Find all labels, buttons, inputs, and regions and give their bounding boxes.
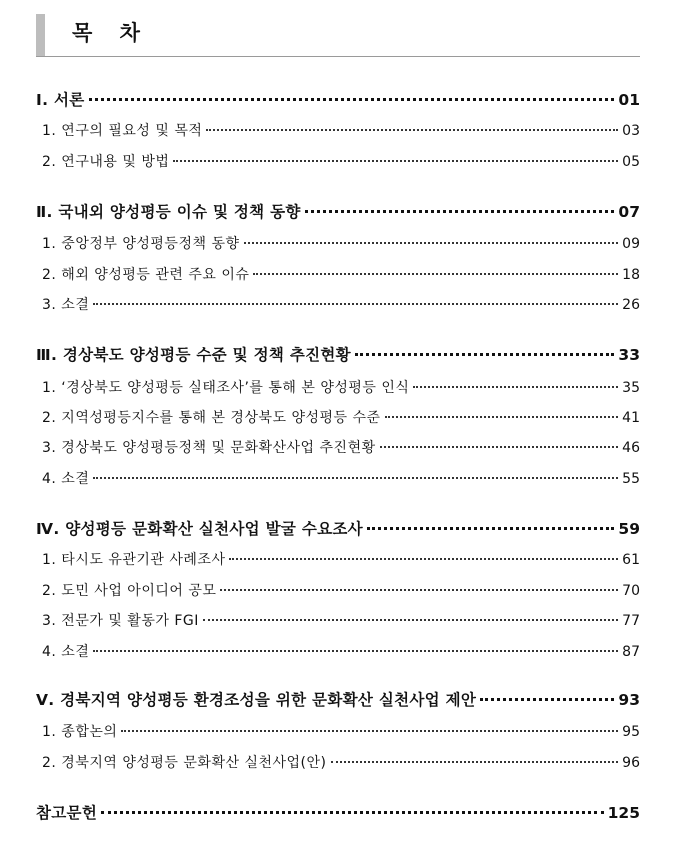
dot-leader: [220, 588, 618, 591]
toc-section-row: [36, 151, 640, 171]
toc-page-number: 61: [622, 552, 640, 568]
toc-page-number: 35: [622, 380, 640, 396]
toc-entry-label: 3. 소결: [42, 297, 90, 313]
dot-leader: [93, 649, 618, 652]
dot-leader: [229, 557, 618, 560]
toc-page-number: 18: [622, 267, 640, 283]
toc-section-row: [36, 641, 640, 661]
toc-page-number: 41: [622, 410, 640, 426]
toc-page-number: 93: [618, 691, 640, 709]
toc-page-number: 09: [622, 236, 640, 252]
toc-section-row: [36, 580, 640, 600]
dot-leader: [101, 810, 604, 814]
header-accent-bar: [36, 14, 45, 56]
toc-page-number: 70: [622, 583, 640, 599]
dot-leader: [203, 618, 618, 621]
page-title: 목 차: [72, 21, 150, 45]
toc-entry-label: 4. 소결: [42, 471, 90, 487]
toc-entry-label: 1. ‘경상북도 양성평등 실태조사’를 통해 본 양성평등 인식: [42, 380, 410, 396]
dot-leader: [380, 445, 619, 448]
dot-leader: [93, 302, 618, 305]
toc-page-number: 26: [622, 297, 640, 313]
toc-entry-label: 4. 소결: [42, 644, 90, 660]
toc-chapter-row: [36, 517, 640, 539]
toc-page-number: 125: [607, 804, 640, 822]
toc-section-row: [36, 437, 640, 457]
toc-page-number: 33: [618, 346, 640, 364]
toc-section-row: [36, 610, 640, 630]
toc-section-row: [36, 233, 640, 253]
toc-entry-label: Ⅲ. 경상북도 양성평등 수준 및 정책 추진현황: [36, 346, 351, 364]
dot-leader: [244, 241, 619, 244]
toc-chapter-row: [36, 200, 640, 222]
toc-page-number: 95: [622, 724, 640, 740]
dot-leader: [355, 352, 614, 356]
toc-header: [36, 14, 640, 57]
dot-leader: [305, 209, 615, 213]
toc-chapter-row: [36, 88, 640, 110]
toc-entry-label: 1. 종합논의: [42, 724, 118, 740]
dot-leader: [480, 697, 614, 701]
toc-chapter-row: [36, 801, 640, 823]
toc-entry-label: 3. 전문가 및 활동가 FGI: [42, 613, 199, 629]
toc-entry-label: Ⅴ. 경북지역 양성평등 환경조성을 위한 문화확산 실천사업 제안: [36, 691, 477, 709]
toc-chapter-row: [36, 688, 640, 710]
toc-entry-label: 2. 경북지역 양성평등 문화확산 실천사업(안): [42, 755, 327, 771]
dot-leader: [331, 760, 619, 763]
toc-page-number: 96: [622, 755, 640, 771]
toc-page-number: 46: [622, 440, 640, 456]
toc-entry-label: 1. 연구의 필요성 및 목적: [42, 123, 203, 139]
toc-page-number: 01: [618, 91, 640, 109]
dot-leader: [121, 729, 618, 732]
toc-entry-label: 2. 지역성평등지수를 통해 본 경상북도 양성평등 수준: [42, 410, 381, 426]
toc-page-number: 87: [622, 644, 640, 660]
toc-section-row: [36, 549, 640, 569]
toc-section-row: [36, 468, 640, 488]
dot-leader: [253, 272, 618, 275]
dot-leader: [385, 415, 619, 418]
dot-leader: [173, 159, 618, 162]
toc-entry-label: 3. 경상북도 양성평등정책 및 문화확산사업 추진현황: [42, 440, 376, 456]
toc-page-number: 55: [622, 471, 640, 487]
toc-entry-label: Ⅱ. 국내외 양성평등 이슈 및 정책 동향: [36, 203, 301, 221]
toc-page-number: 07: [618, 203, 640, 221]
dot-leader: [413, 385, 618, 388]
toc-page-number: 77: [622, 613, 640, 629]
toc-entry-label: Ⅰ. 서론: [36, 91, 85, 109]
dot-leader: [93, 476, 618, 479]
toc-entry-label: 참고문헌: [36, 804, 98, 822]
toc-section-row: [36, 120, 640, 140]
toc-entry-label: 2. 해외 양성평등 관련 주요 이슈: [42, 267, 250, 283]
dot-leader: [89, 97, 615, 101]
toc-chapter-row: [36, 343, 640, 365]
dot-leader: [206, 128, 618, 131]
toc-page-number: 05: [622, 154, 640, 170]
toc-section-row: [36, 294, 640, 314]
toc-page-number: 59: [618, 520, 640, 538]
toc-section-row: [36, 264, 640, 284]
toc-section-row: [36, 377, 640, 397]
toc-entry-label: Ⅳ. 양성평등 문화확산 실천사업 발굴 수요조사: [36, 520, 363, 538]
dot-leader: [367, 526, 615, 530]
toc-entry-label: 2. 연구내용 및 방법: [42, 154, 170, 170]
toc-entry-label: 1. 중앙정부 양성평등정책 동향: [42, 236, 240, 252]
toc-page-number: 03: [622, 123, 640, 139]
toc-section-row: [36, 752, 640, 772]
toc-section-row: [36, 407, 640, 427]
toc-entry-label: 2. 도민 사업 아이디어 공모: [42, 583, 217, 599]
toc-entry-label: 1. 타시도 유관기관 사례조사: [42, 552, 226, 568]
toc-section-row: [36, 721, 640, 741]
